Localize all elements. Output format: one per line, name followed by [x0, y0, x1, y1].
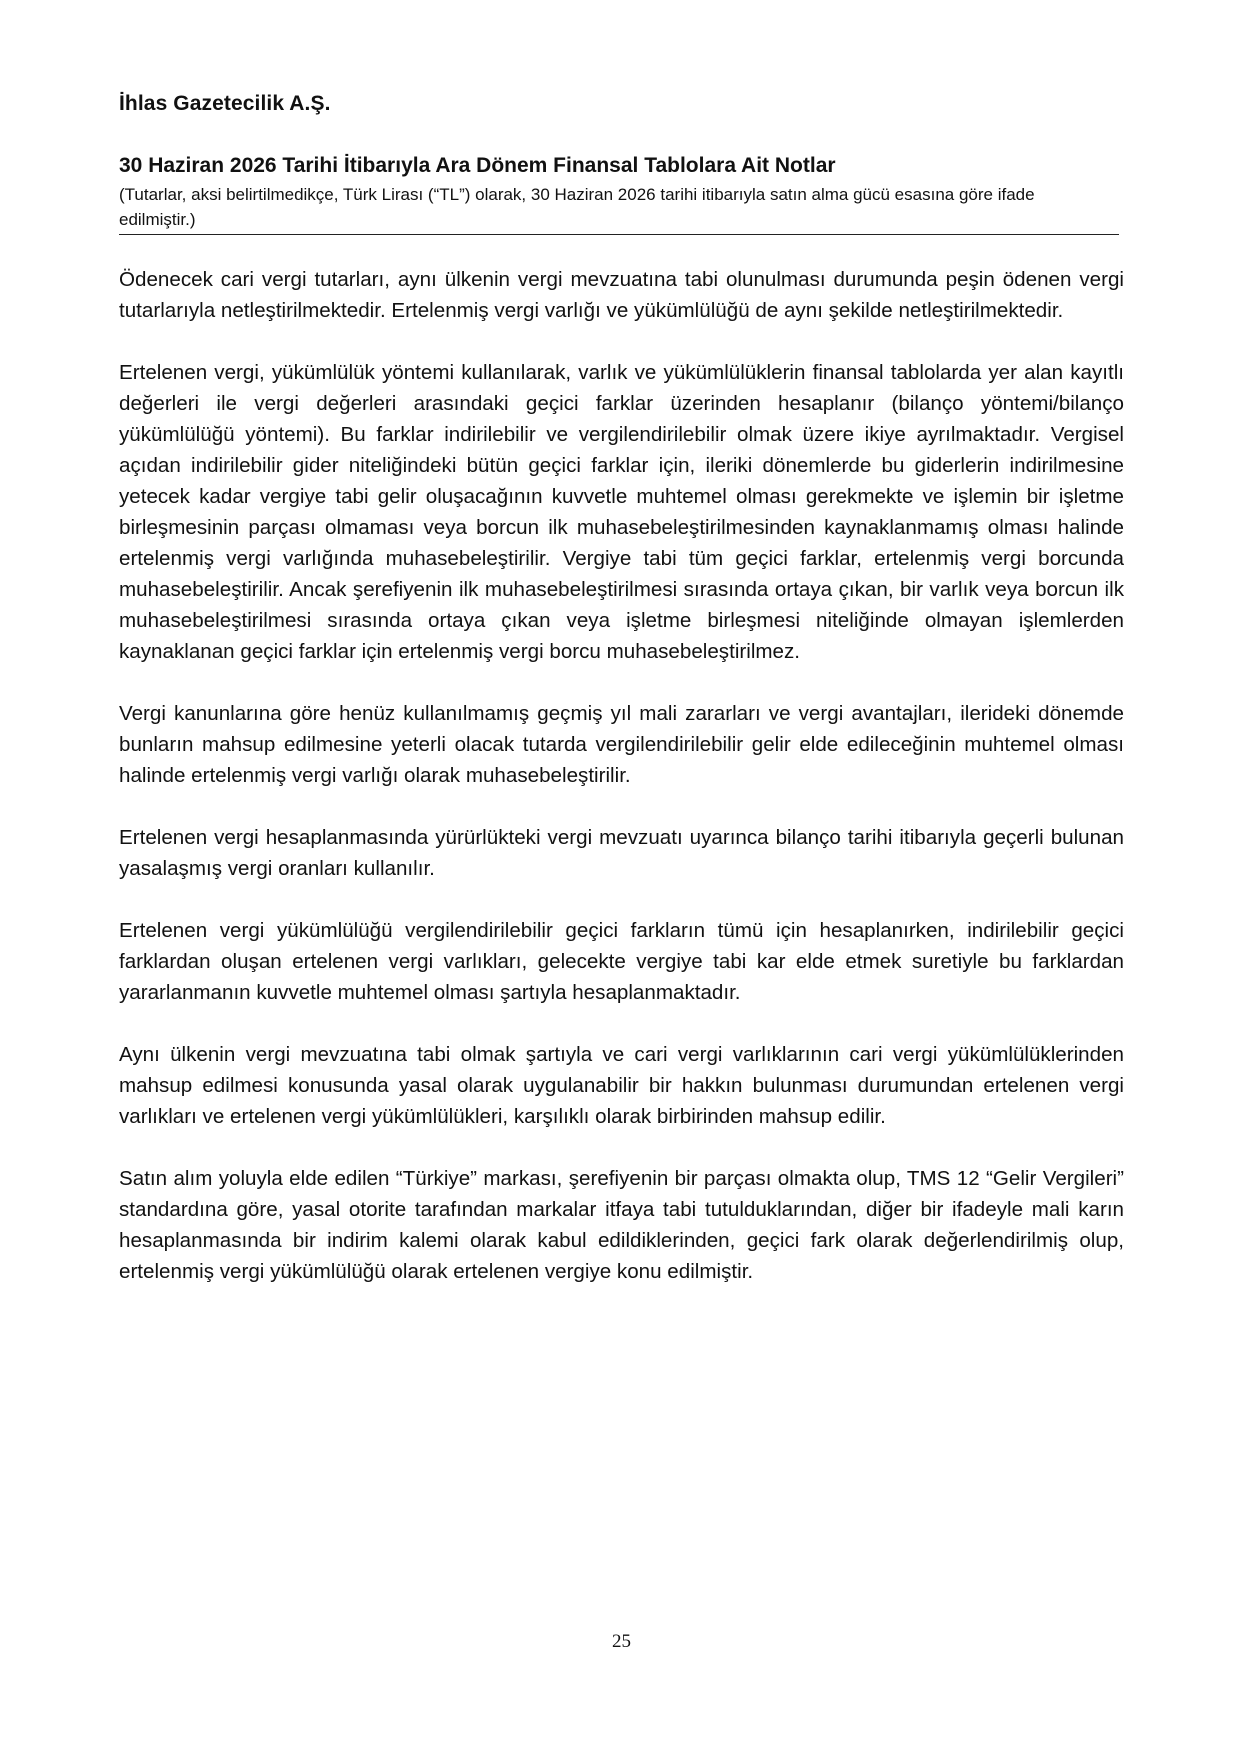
company-name: İhlas Gazetecilik A.Ş.	[119, 92, 331, 115]
document-title: 30 Haziran 2026 Tarihi İtibarıyla Ara Dönem Finansal Tablolara Ait Notlar	[119, 154, 836, 177]
paragraph-netting: Ödenecek cari vergi tutarları, aynı ülkenin vergi mevzuatına tabi olunulması durumunda peşin ödenen vergi tutarlarıyla netleştirilmektedir. Ertelenmiş vergi varlığı ve yükümlülüğü de aynı şekilde netleştirilmektedir.	[119, 268, 1124, 322]
document-subtitle: (Tutarlar, aksi belirtilmedikçe, Türk Lirası (“TL”) olarak, 30 Haziran 2026 tarihi itibarıyla satın alma gücü esasına göre ifade edilmiştir.)	[119, 185, 1035, 229]
header-divider	[119, 234, 1119, 235]
paragraph-deferred-tax-method: Ertelenen vergi, yükümlülük yöntemi kullanılarak, varlık ve yükümlülüklerin finansal tablolarda yer alan kayıtlı değerleri ile vergi değerleri arasındaki geçici farklar üzerinden hesaplanır (bilanço yöntemi/bilanço yükümlülüğü yöntemi). Bu farklar indirilebilir ve vergilendirilebilir olmak üzere ikiye ayrılmaktadır. Vergisel açıdan indirilebilir gider niteliğindeki bütün geçici farklar için, ileriki dönemlerde bu giderlerin indirilmesine yetecek kadar vergiye tabi gelir oluşacağının kuvvetle muhtemel olması gerekmekte ve işlemin bir işletme birleşmesinin parçası olmaması veya borcun ilk muhasebeleştirilmesinden kaynaklanmamış olması halinde ertelenmiş vergi varlığında muhasebeleştirilir. Vergiye tabi tüm geçici farklar, ertelenmiş vergi borcunda muhasebeleştirilir. Ancak şerefiyenin ilk muhasebeleştirilmesi sırasında ortaya çıkan, bir varlık veya borcun ilk muhasebeleştirilmesi sırasında ortaya çıkan veya işletme birleşmesi niteliğinde olmayan işlemlerden kaynaklanan geçici farklar için ertelenmiş vergi borcu muhasebeleştirilmez.	[119, 361, 1124, 663]
paragraph-tax-losses: Vergi kanunlarına göre henüz kullanılmamış geçmiş yıl mali zararları ve vergi avantajları, ilerideki dönemde bunların mahsup edilmesine yeterli olacak tutarda vergilendirilebilir gelir elde edileceğinin muhtemel olması halinde ertelenmiş vergi varlığı olarak muhasebeleştirilir.	[119, 702, 1124, 787]
paragraph-tax-rates: Ertelenen vergi hesaplanmasında yürürlükteki vergi mevzuatı uyarınca bilanço tarihi itibarıyla geçerli bulunan yasalaşmış vergi oranları kullanılır.	[119, 826, 1124, 880]
document-body	[119, 264, 1124, 1318]
page-number: 25	[612, 1631, 631, 1652]
paragraph-offsetting: Aynı ülkenin vergi mevzuatına tabi olmak şartıyla ve cari vergi varlıklarının cari vergi yükümlülüklerinden mahsup edilmesi konusunda yasal olarak uygulanabilir bir hakkın bulunması durumundan ertelenen vergi varlıkları ve ertelenen vergi yükümlülükleri, karşılıklı olarak birbirinden mahsup edilir.	[119, 1043, 1124, 1128]
document-page	[119, 0, 1124, 1754]
paragraph-trademark: Satın alım yoluyla elde edilen “Türkiye” markası, şerefiyenin bir parçası olmakta olup, TMS 12 “Gelir Vergileri” standardına göre, yasal otorite tarafından markalar itfaya tabi tutulduklarından, diğer bir ifadeyle mali karın hesaplanmasında bir indirim kalemi olarak kabul edildiklerinden, geçici fark olarak değerlendirilmiş olup, ertelenmiş vergi yükümlülüğü olarak ertelenen vergiye konu edilmiştir.	[119, 1167, 1124, 1283]
paragraph-deferred-tax-liability: Ertelenen vergi yükümlülüğü vergilendirilebilir geçici farkların tümü için hesaplanırken, indirilebilir geçici farklardan oluşan ertelenen vergi varlıkları, gelecekte vergiye tabi kar elde etmek suretiyle bu farklardan yararlanmanın kuvvetle muhtemel olması şartıyla hesaplanmaktadır.	[119, 919, 1124, 1004]
